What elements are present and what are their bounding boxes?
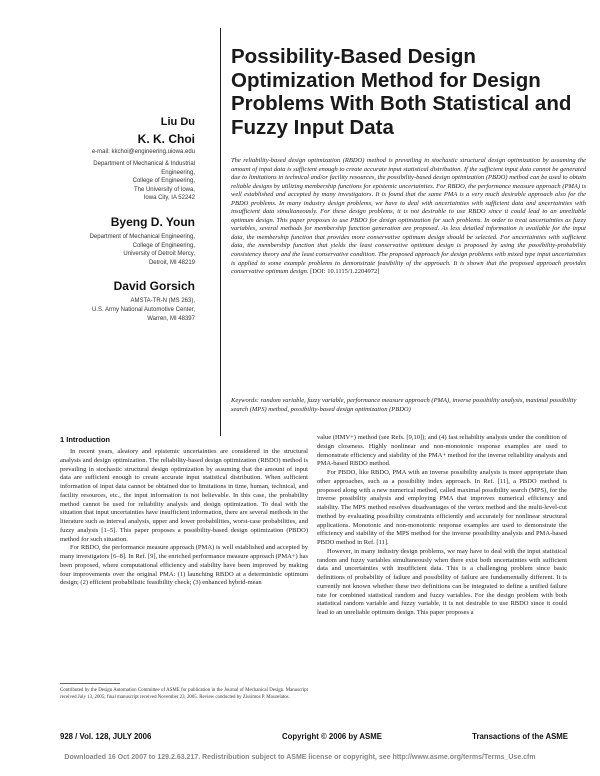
author-name: K. K. Choi [137,132,195,146]
author-block [5,132,195,203]
author-name: David Gorsich [113,279,195,294]
doi[interactable]: [DOI: 10.1115/1.2204972] [310,268,380,276]
page-footer [60,732,568,744]
author-block [5,279,195,323]
author-affiliation: Department of Mechanical Engineering, College of Engineering, University of Detroit Mercy, Detroit, MI 48219 [89,233,195,266]
footnote: Contributed by the Design Automation Committee of ASME for publication in the Journal of Mechanical Design. Manuscript received July 13, 2005; final manuscript received November 23, 2005. Review conducted by Zissimos P. Mourelatos. [60,688,308,700]
paragraph: In recent years, aleatory and epistemic uncertainties are considered in the structural analysis and design optimization. The reliability-based design optimization (RBDO) method is prevailing in stochastic structural design optimization by assuming that the amount of input data are sufficient enough to create accurate input statistical distribution. When sufficient information of input data cannot be obtained due to limitations in time, human, technical, and facility resources, etc., the input information is not believable. In this case, the probability method cannot be used for reliability analysis and design optimization. To deal with the situation that input uncertainties have insufficient information, there are several methods in the literature such as interval analysis, upper and lower probabilities, worst-case probabilities, and fuzzy analysis [1–5]. This paper proposes a possibility-based design optimization (PBDO) method for such situation. [60,448,308,543]
author-affiliation: AMSTA-TR-N (MS 263), U.S. Army National Automotive Center, Warren, MI 48397 [91,298,195,322]
footer-journal: Transactions of the ASME [472,732,568,741]
abstract [231,157,586,277]
author-block [5,215,195,267]
footer-page-info: 928 / Vol. 128, JULY 2006 [60,732,152,741]
author-email[interactable]: e-mail: kkchoi@engineering.uiowa.edu [91,149,195,155]
header-divider [220,28,221,436]
paragraph: However, in many industry design problems, we may have to deal with the input statistical random and fuzzy variables simultaneously when there exist both uncertainties with sufficient data and uncertainties with insufficient data. This is a challenging problem since basic definitions of probability of failure and possibility of failure are fundamentally different. It is currently not known whether these two definitions can be integrated to define a unified failure rate for combined statistical random and fuzzy variables. For the design problem with both statistical random variable and fuzzy variable, it is not desirable to use RBDO since it could lead to an unreliable optimum design. This paper proposes a [317,547,567,616]
paragraph: For PBDO, like RBDO, PMA with an inverse possibility analysis is more appropriate than other approaches, such as a possibility index approach. In Ref. [11], a PBDO method is proposed along with a new numerical method, called maximal possibility search (MPS), for the inverse possibility analysis and employing PMA that improves numerical efficiency and stability. The MPS method resolves disadvantages of the vertex method and the multi-level-cut method by evaluating possibility constraints efficiently and accurately for nonlinear structural applications. Monotonic and non-monotonic response examples are used to demonstrate the efficiency and stability of the MPS method for the inverse possibility analysis and PMA-based PBDO method in Ref. [11]. [317,469,567,546]
author-name: Byeng D. Youn [110,214,195,229]
keywords-text: random variable, fuzzy variable, performance measure approach (PMA), inverse possibility analysis, maximal possibility search (MPS) method, possibility-based design optimization (PBDO) [231,397,577,413]
footnote-divider [60,683,120,684]
keywords-label: Keywords: [231,397,259,404]
paragraph: value (HMV+) method (see Refs. [9,10]); and (4) fast reliability analysis under the condition of design closeness. Highly nonlinear and non-monotonic response examples are used to demonstrate efficiency and stability of the PMA+ method for the inverse reliability analysis and PMA-based RBDO method. [317,434,567,468]
download-notice: Downloaded 16 Oct 2007 to 129.2.63.217. Redistribution subject to ASME license or copyright, see http://www.asme.org/terms/Terms_Use.cfm [64,754,536,761]
keywords [231,397,586,414]
right-column [317,434,567,618]
abstract-text: The reliability-based design optimization (RBDO) method is prevailing in stochastic structural design optimization by assuming the amount of input data is sufficient enough to create accurate input statistical distribution. If the sufficient input data cannot be generated due to limitations in technical and/or facility resources, the possibility-based design optimization (PBDO) method can be used to obtain reliable designs by utilizing membership functions for epistemic uncertainties. For RBDO, the performance measure approach (PMA) is well established and accepted by many investigators. It is found that the same PMA is a very much desirable approach also for the PBDO problems. In many industry design problems, we have to deal with uncertainties with sufficient data and uncertainties with insufficient data simultaneously. For these design problems, it is not desirable to use RBDO since it could lead to an unreliable optimum design. This paper proposes to use PBDO for design optimization for such problems. In order to treat uncertainties as fuzzy variables, several methods for membership function generation are proposed. As less detailed information is available for the input data, the membership function that provides more conservative optimum design should be selected. For uncertainties with sufficient data, the membership function that yields the least conservative optimum design is proposed by using the possibility-probability consistency theory and the least conservative condition. The proposed approach for design problems with mixed type input uncertainties is applied to some example problems to demonstrate feasibility of the approach. It is shown that the proposed approach provides conservative optimum design. [231,157,586,276]
paragraph: For RBDO, the performance measure approach (PMA) is well established and accepted by many investigators [6–8]. In Ref. [9], the enriched performance measure approach (PMA+) has been proposed, where computational efficiency and stability have been improved by making four improvements over the original PMA: (1) launching RBDO at a deterministic optimum design; (2) efficient probabilistic feasibility check; (3) enhanced hybrid-mean [60,544,308,587]
author-name: Liu Du [160,116,195,128]
author-block [5,115,195,129]
author-list [5,115,195,335]
section-heading: 1 Introduction [60,435,110,444]
paper-title: Possibility-Based Design Optimization Method for Design Problems With Both Statistical and Fuzzy Input Data [231,45,572,139]
author-affiliation: Department of Mechanical & Industrial Engineering, College of Engineering, The University of Iowa, Iowa City, IA 52242 [93,161,195,202]
left-column [60,435,308,588]
footer-copyright: Copyright © 2006 by ASME [282,732,382,741]
